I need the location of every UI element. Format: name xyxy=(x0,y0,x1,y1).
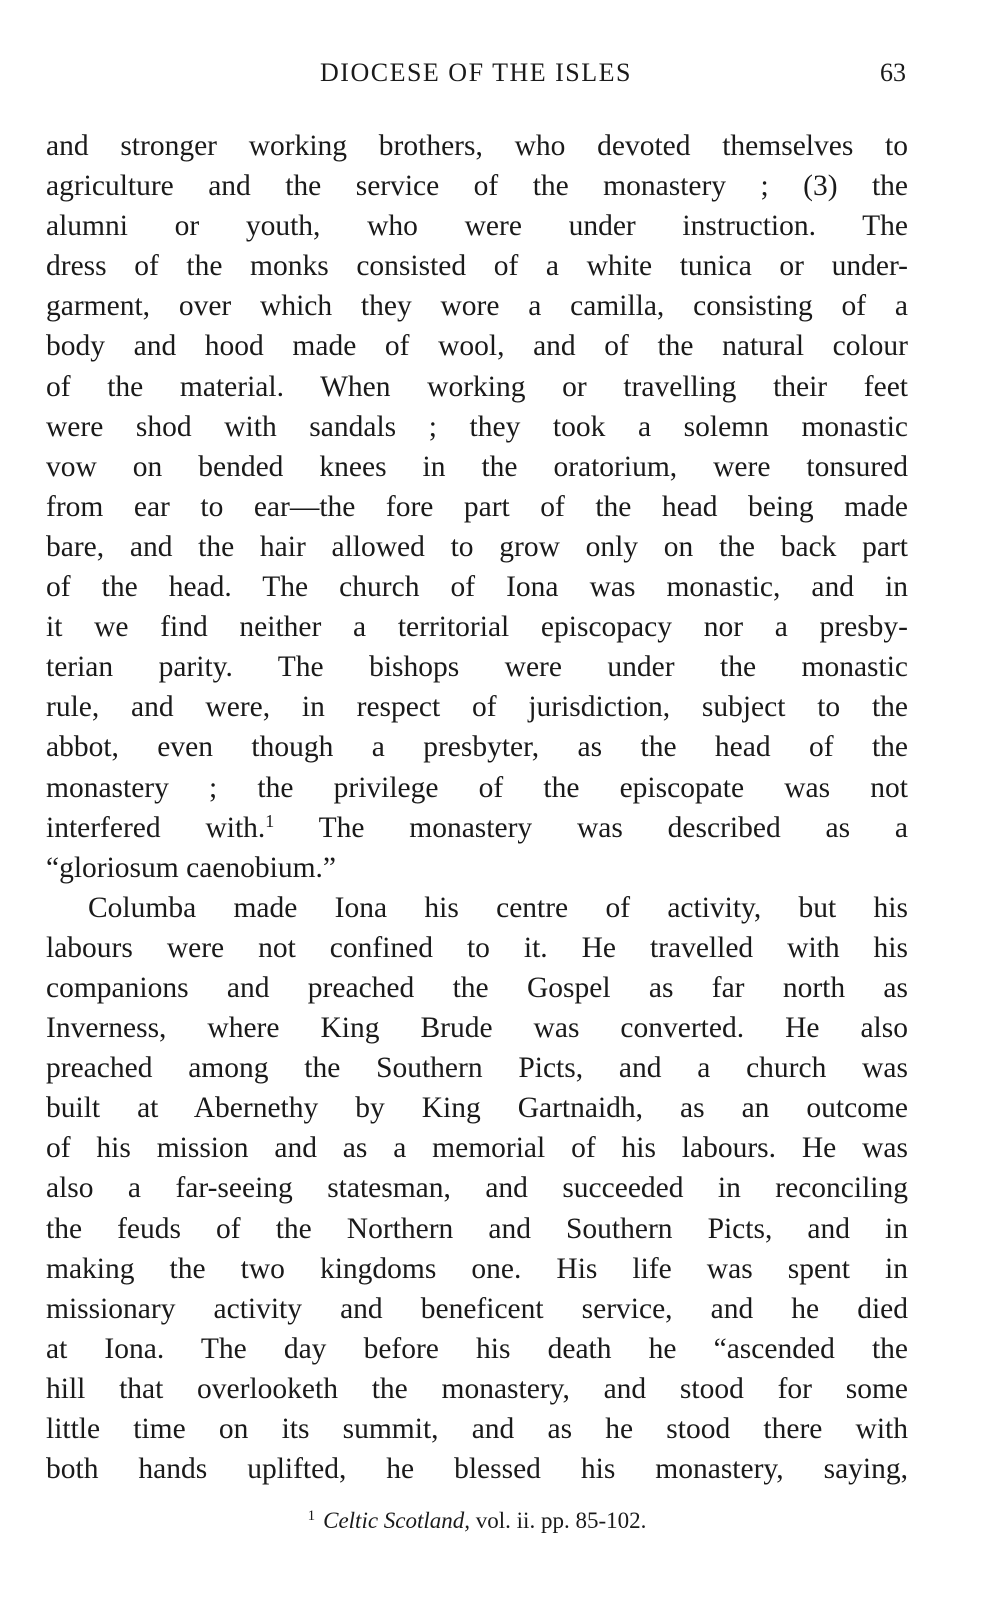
text-line: from ear to ear—the fore part of the head being made xyxy=(46,490,908,523)
text-line: making the two kingdoms one. His life was spent in xyxy=(46,1252,908,1285)
text-line: companions and preached the Gospel as far north as xyxy=(46,971,908,1004)
text-line: it we find neither a territorial episcopacy nor a presby- xyxy=(46,611,908,644)
text-line: of the material. When working or travelling their feet xyxy=(46,370,908,403)
footnote xyxy=(46,1508,908,1534)
footnote-reference: vol. ii. pp. 85-102. xyxy=(470,1508,647,1533)
text-line: monastery ; the privilege of the episcopate was not xyxy=(46,771,908,804)
running-head xyxy=(46,58,906,98)
text-fragment: The monastery was described as a xyxy=(274,811,909,844)
text-line: and stronger working brothers, who devoted themselves to xyxy=(46,130,908,162)
text-line: both hands uplifted, he blessed his monastery, saying, xyxy=(46,1453,908,1486)
text-line: missionary activity and beneficent service, and he died xyxy=(46,1292,908,1325)
body-text xyxy=(46,126,908,1489)
text-line: built at Abernethy by King Gartnaidh, as an outcome xyxy=(46,1092,908,1125)
text-fragment: interfered with. xyxy=(46,811,266,844)
text-line: body and hood made of wool, and of the natural colour xyxy=(46,330,908,363)
text-line: also a far-seeing statesman, and succeeded in reconciling xyxy=(46,1172,908,1205)
text-line: at Iona. The day before his death he “ascended the xyxy=(46,1332,908,1365)
text-line: hill that overlooketh the monastery, and stood for some xyxy=(46,1372,908,1405)
text-line: garment, over which they wore a camilla, consisting of a xyxy=(46,290,908,323)
running-title: DIOCESE OF THE ISLES xyxy=(320,58,632,87)
text-line: labours were not confined to it. He travelled with his xyxy=(46,931,908,964)
footnote-marker: 1 xyxy=(307,1508,316,1524)
paragraph-2 xyxy=(46,888,908,1489)
text-line: Inverness, where King Brude was converted. He also xyxy=(46,1012,908,1045)
text-line: dress of the monks consisted of a white tunica or under- xyxy=(46,250,908,283)
text-line: vow on bended knees in the oratorium, were tonsured xyxy=(46,450,908,483)
text-line: alumni or youth, who were under instruction. The xyxy=(46,210,908,243)
text-line: “gloriosum caenobium.” xyxy=(46,851,337,884)
text-line: terian parity. The bishops were under the monastic xyxy=(46,651,908,684)
text-line: the feuds of the Northern and Southern Picts, and in xyxy=(46,1212,908,1245)
text-line: were shod with sandals ; they took a solemn monastic xyxy=(46,410,908,443)
text-line: abbot, even though a presbyter, as the head of the xyxy=(46,731,908,764)
paragraph-1 xyxy=(46,126,908,888)
footnote-ref[interactable]: 1 xyxy=(265,810,275,831)
text-line: little time on its summit, and as he stood there with xyxy=(46,1413,908,1445)
text-line: bare, and the hair allowed to grow only on the back part xyxy=(46,530,908,563)
text-line-with-footnote-ref xyxy=(46,808,908,848)
footnote-source-title: Celtic Scotland, xyxy=(323,1508,471,1533)
text-line: preached among the Southern Picts, and a church was xyxy=(46,1052,908,1085)
text-line: of his mission and as a memorial of his labours. He was xyxy=(46,1132,908,1165)
page-number: 63 xyxy=(880,58,906,87)
text-line: Columba made Iona his centre of activity, but his xyxy=(88,891,908,924)
text-line: agriculture and the service of the monastery ; (3) the xyxy=(46,170,908,203)
text-line: rule, and were, in respect of jurisdiction, subject to the xyxy=(46,691,908,724)
text-line: of the head. The church of Iona was monastic, and in xyxy=(46,571,908,604)
